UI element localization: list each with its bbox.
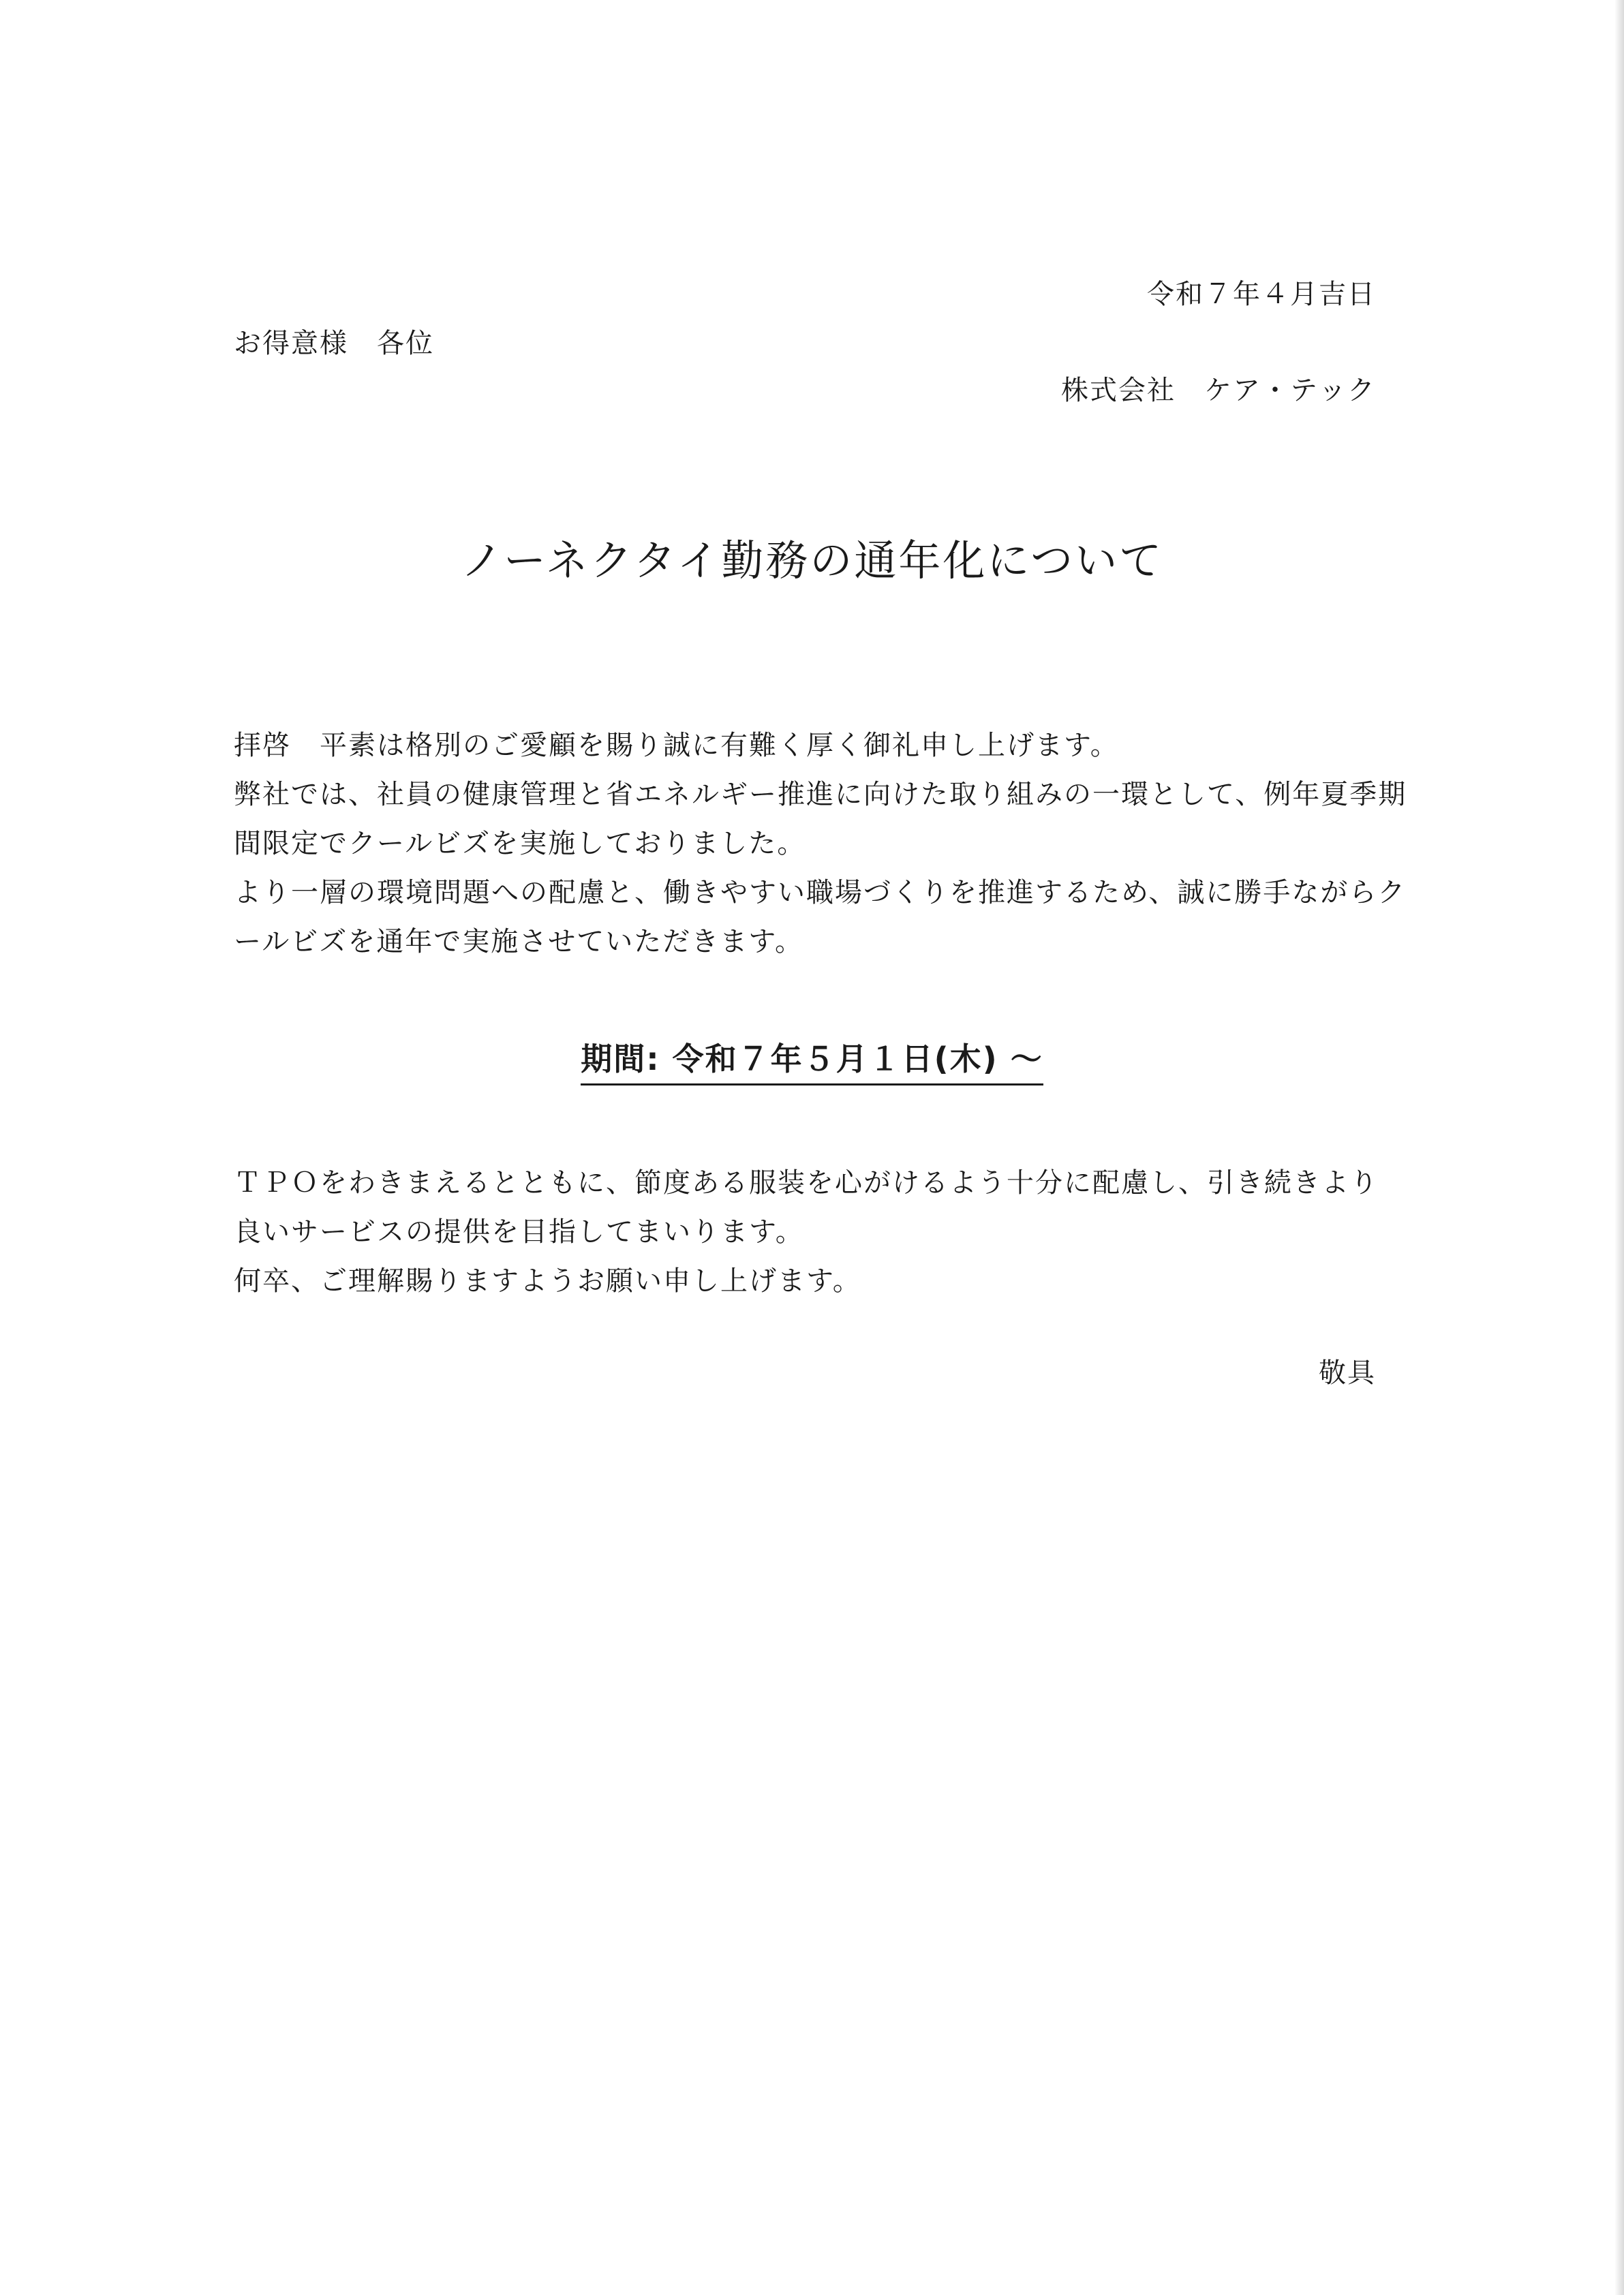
period-section [0, 1034, 1624, 1085]
body-line: より一層の環境問題への配慮と、働きやすい職場づくりを推進するため、誠に勝手ながらク [234, 877, 1407, 908]
body-line: 何卒、ご理解賜りますようお願い申し上げます。 [234, 1265, 861, 1297]
page-edge-shadow [1614, 0, 1624, 2295]
body-line: 拝啓 平素は格別のご愛顧を賜り誠に有難く厚く御礼申し上げます。 [234, 730, 1119, 761]
body-line: ＴＰＯをわきまえるとともに、節度ある服装を心がけるよう十分に配慮し、引き続きより [234, 1167, 1379, 1199]
body-line: 弊社では、社員の健康管理と省エネルギー推進に向けた取り組みの一環として、例年夏季期 [234, 779, 1407, 810]
period-heading: 期間: 令和７年５月１日(木) ～ [581, 1034, 1043, 1085]
document-date: 令和７年４月吉日 [1147, 279, 1376, 310]
body-line: 良いサービスの提供を目指してまいります。 [234, 1216, 804, 1248]
document-title: ノーネクタイ勤務の通年化について [460, 536, 1164, 585]
body-paragraph [234, 721, 1407, 966]
body-line: ールビズを通年で実施させていただきます。 [234, 926, 803, 957]
body-line: 間限定でクールビズを実施しておりました。 [234, 828, 806, 859]
recipient-line: お得意様 各位 [234, 328, 434, 359]
sender-company: 株式会社 ケア・テック [1061, 375, 1376, 406]
closing-word: 敬具 [1319, 1357, 1376, 1389]
body-paragraph-2 [234, 1158, 1392, 1306]
